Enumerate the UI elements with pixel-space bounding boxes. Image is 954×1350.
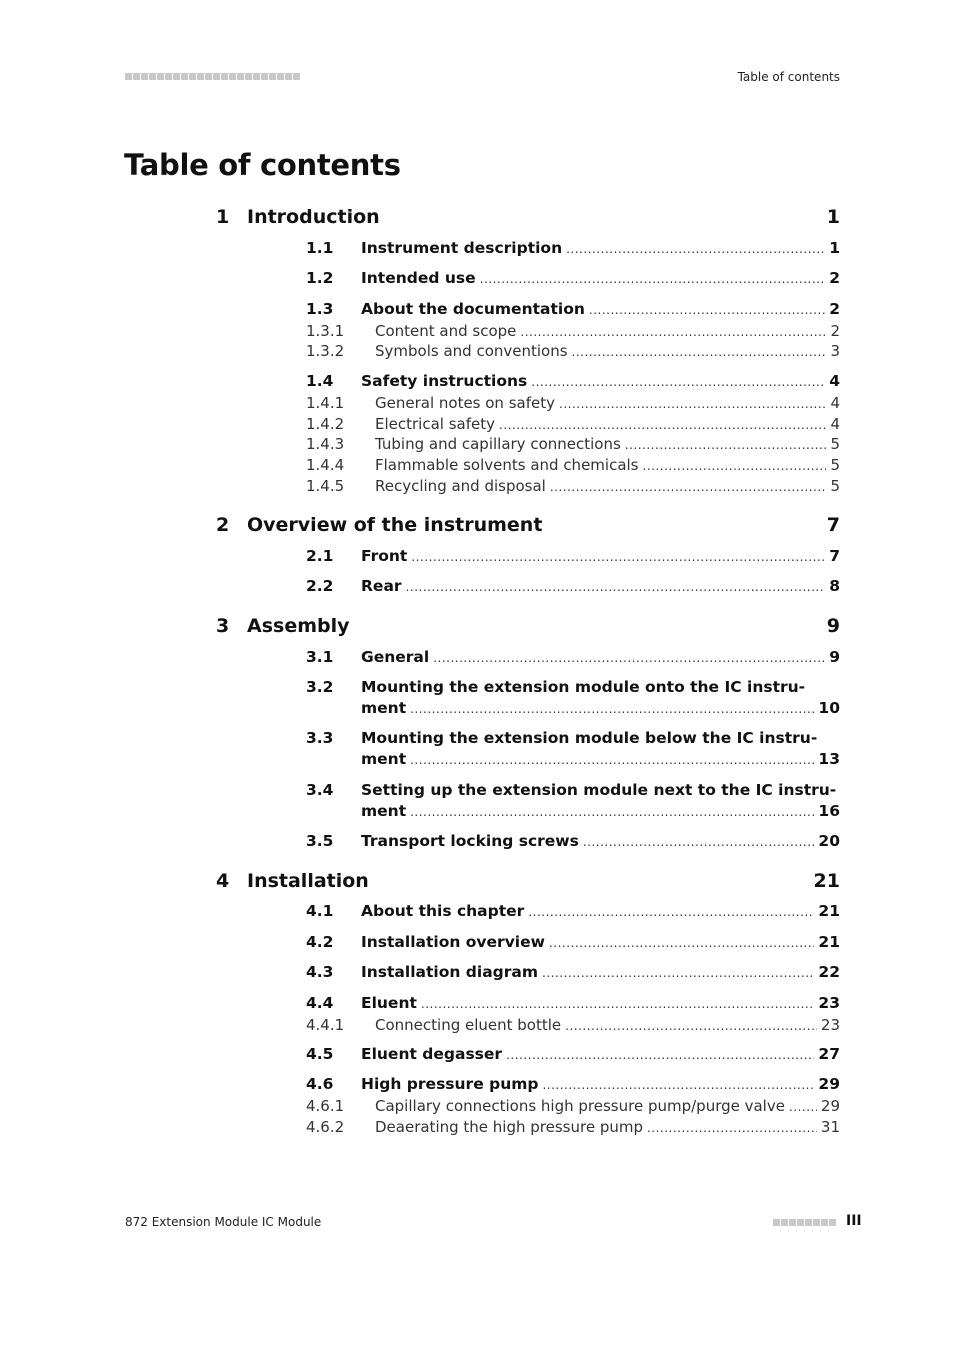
leader-dots xyxy=(506,1045,814,1063)
leader-dots xyxy=(566,239,825,257)
leader-dots xyxy=(647,1118,817,1136)
entry-number: 1.4.3 xyxy=(306,435,345,453)
entry-page: 21 xyxy=(818,902,840,920)
entry-page: 10 xyxy=(818,699,840,717)
leader-dots xyxy=(559,394,826,412)
entry-title: Content and scope xyxy=(375,322,517,340)
entry-number: 4.3 xyxy=(306,963,334,981)
leader-dots xyxy=(531,372,825,390)
leader-dots xyxy=(411,547,825,565)
entry-title: Front xyxy=(361,547,408,565)
chapter-heading[interactable] xyxy=(216,206,840,232)
chapter-heading[interactable] xyxy=(216,870,840,896)
entry-title: Installation diagram xyxy=(361,963,539,981)
entry-number: 3.1 xyxy=(306,648,334,666)
entry-page: 4 xyxy=(830,394,840,412)
entry-page: 4 xyxy=(829,372,840,390)
entry-title: Mounting the extension module onto the IC instru- xyxy=(361,678,806,696)
entry-title-continued: ment xyxy=(361,699,407,717)
entry-page: 5 xyxy=(830,477,840,495)
chapter-title: Introduction xyxy=(247,206,380,228)
leader-dots xyxy=(520,322,826,340)
page-title: Table of contents xyxy=(124,148,401,182)
leader-dots xyxy=(433,648,825,666)
footer-document-name: 872 Extension Module IC Module xyxy=(125,1215,322,1229)
leader-dots xyxy=(625,435,827,453)
entry-page: 5 xyxy=(830,435,840,453)
leader-dots xyxy=(480,269,826,287)
entry-title: Mounting the extension module below the IC instru- xyxy=(361,729,818,747)
chapter-number: 3 xyxy=(216,615,230,637)
entry-number: 3.2 xyxy=(306,678,334,696)
entry-number: 4.4 xyxy=(306,994,334,1012)
leader-dots xyxy=(550,477,827,495)
entry-page: 7 xyxy=(829,547,840,565)
entry-number: 2.2 xyxy=(306,577,334,595)
entry-title: About this chapter xyxy=(361,902,525,920)
leader-dots xyxy=(406,577,826,595)
leader-dots xyxy=(589,300,825,318)
entry-page: 4 xyxy=(830,415,840,433)
chapter-number: 2 xyxy=(216,514,230,536)
entry-number: 4.4.1 xyxy=(306,1016,345,1034)
entry-page: 3 xyxy=(830,342,840,360)
entry-page: 9 xyxy=(829,648,840,666)
entry-title: Instrument description xyxy=(361,239,563,257)
entry-number: 4.6.1 xyxy=(306,1097,345,1115)
leader-dots xyxy=(583,832,815,850)
entry-number: 1.1 xyxy=(306,239,334,257)
entry-title: Flammable solvents and chemicals xyxy=(375,456,639,474)
entry-title: Tubing and capillary connections xyxy=(375,435,621,453)
chapter-title: Assembly xyxy=(247,615,350,637)
entry-number: 3.5 xyxy=(306,832,334,850)
entry-page: 27 xyxy=(818,1045,840,1063)
chapter-page: 7 xyxy=(826,514,840,536)
entry-number: 1.3.2 xyxy=(306,342,345,360)
entry-title: High pressure pump xyxy=(361,1075,539,1093)
footer-decoration xyxy=(773,1219,836,1226)
entry-number: 2.1 xyxy=(306,547,334,565)
leader-dots xyxy=(410,699,814,717)
leader-dots xyxy=(789,1097,817,1115)
entry-number: 1.2 xyxy=(306,269,334,287)
entry-page: 22 xyxy=(818,963,840,981)
entry-number: 4.1 xyxy=(306,902,334,920)
leader-dots xyxy=(421,994,815,1012)
header-decoration xyxy=(125,73,300,80)
leader-dots xyxy=(643,456,827,474)
entry-title: Safety instructions xyxy=(361,372,528,390)
entry-number: 4.6.2 xyxy=(306,1118,345,1136)
leader-dots xyxy=(542,963,814,981)
chapter-title: Overview of the instrument xyxy=(247,514,543,536)
chapter-heading[interactable] xyxy=(216,615,840,641)
entry-title: General notes on safety xyxy=(375,394,555,412)
leader-dots xyxy=(410,802,814,820)
leader-dots xyxy=(565,1016,817,1034)
chapter-page: 1 xyxy=(826,206,840,228)
entry-number: 4.5 xyxy=(306,1045,334,1063)
entry-number: 1.4.1 xyxy=(306,394,345,412)
entry-page: 2 xyxy=(830,322,840,340)
entry-page: 23 xyxy=(820,1016,840,1034)
entry-page: 23 xyxy=(818,994,840,1012)
entry-page: 2 xyxy=(829,269,840,287)
entry-number: 1.4.5 xyxy=(306,477,345,495)
entry-title: Intended use xyxy=(361,269,476,287)
entry-title: Setting up the extension module next to the IC instru- xyxy=(361,781,837,799)
entry-page: 29 xyxy=(818,1075,840,1093)
page-number: III xyxy=(846,1213,862,1229)
entry-title: Capillary connections high pressure pump/purge valve xyxy=(375,1097,785,1115)
chapter-page: 21 xyxy=(813,870,840,892)
entry-number: 1.3.1 xyxy=(306,322,345,340)
entry-title: About the documentation xyxy=(361,300,585,318)
entry-title: Rear xyxy=(361,577,402,595)
leader-dots xyxy=(572,342,827,360)
entry-title-continued: ment xyxy=(361,802,407,820)
entry-title: Deaerating the high pressure pump xyxy=(375,1118,643,1136)
entry-number: 1.4.2 xyxy=(306,415,345,433)
entry-title: Connecting eluent bottle xyxy=(375,1016,562,1034)
entry-page: 31 xyxy=(820,1118,840,1136)
chapter-page: 9 xyxy=(826,615,840,637)
entry-title: Symbols and conventions xyxy=(375,342,568,360)
entry-title: Recycling and disposal xyxy=(375,477,546,495)
entry-number: 4.2 xyxy=(306,933,334,951)
entry-page: 8 xyxy=(829,577,840,595)
entry-page: 16 xyxy=(818,802,840,820)
running-header: Table of contents xyxy=(737,70,840,84)
entry-page: 29 xyxy=(820,1097,840,1115)
entry-title-continued: ment xyxy=(361,750,407,768)
entry-number: 1.4 xyxy=(306,372,334,390)
entry-page: 13 xyxy=(818,750,840,768)
entry-title: Eluent degasser xyxy=(361,1045,503,1063)
entry-number: 3.4 xyxy=(306,781,334,799)
entry-page: 1 xyxy=(829,239,840,257)
entry-page: 21 xyxy=(818,933,840,951)
chapter-number: 1 xyxy=(216,206,230,228)
leader-dots xyxy=(410,750,814,768)
entry-title: Installation overview xyxy=(361,933,545,951)
entry-title: Transport locking screws xyxy=(361,832,579,850)
entry-number: 4.6 xyxy=(306,1075,334,1093)
leader-dots xyxy=(542,1075,814,1093)
entry-title: General xyxy=(361,648,430,666)
leader-dots xyxy=(499,415,826,433)
leader-dots xyxy=(528,902,814,920)
chapter-number: 4 xyxy=(216,870,230,892)
entry-title: Eluent xyxy=(361,994,417,1012)
entry-number: 1.4.4 xyxy=(306,456,345,474)
entry-page: 2 xyxy=(829,300,840,318)
entry-page: 20 xyxy=(818,832,840,850)
entry-page: 5 xyxy=(830,456,840,474)
entry-title: Electrical safety xyxy=(375,415,495,433)
entry-number: 1.3 xyxy=(306,300,334,318)
chapter-title: Installation xyxy=(247,870,369,892)
leader-dots xyxy=(549,933,814,951)
entry-number: 3.3 xyxy=(306,729,334,747)
chapter-heading[interactable] xyxy=(216,514,840,540)
